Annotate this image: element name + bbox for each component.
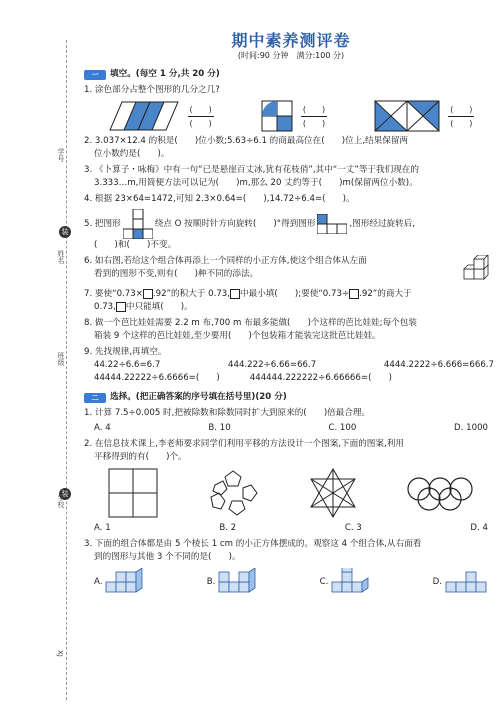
section-title: 选择。(把正确答案的序号填在括号里)(20 分) bbox=[110, 392, 287, 402]
pentagon-ring-pattern-icon bbox=[205, 467, 261, 519]
cube-assembly-icon bbox=[330, 568, 374, 596]
exam-info: (时间:90 分钟 满分:100 分) bbox=[237, 51, 345, 60]
question-text: 2. 在信息技术课上,李老师要求同学们利用平移的方法设计一个图案,下面的图案,利用 bbox=[84, 439, 404, 449]
option-d[interactable]: D. bbox=[433, 568, 488, 596]
option-d[interactable]: D. 4 bbox=[470, 523, 488, 533]
question-1-8 bbox=[84, 317, 498, 343]
rectangle-triangles-shape-icon bbox=[374, 100, 440, 132]
margin-label-school: 学校 bbox=[57, 494, 65, 508]
question-2-3 bbox=[84, 538, 498, 596]
question-text: 2. 3.037×12.4 的积是( )位小数;5.63÷6.1 的商最高位在( )位上,结果保留两 bbox=[84, 136, 409, 146]
exam-content bbox=[84, 31, 498, 596]
pattern-item: 444.222÷6.66=66.7 bbox=[228, 360, 317, 370]
question-1-5 bbox=[84, 209, 498, 252]
question-1-9 bbox=[84, 346, 498, 385]
section-title: 填空。(每空 1 分,共 20 分) bbox=[110, 69, 220, 79]
question-text: 7. 要使“0.73× bbox=[84, 289, 143, 299]
rotated-figure-icon bbox=[317, 214, 347, 234]
figure-square-quarter bbox=[261, 100, 327, 132]
question-text: ,图形经过旋转后, bbox=[349, 218, 416, 229]
question-1-6 bbox=[84, 255, 498, 285]
figure-parallelogram bbox=[108, 100, 214, 132]
figure-rectangle-triangles bbox=[374, 100, 474, 132]
option-b[interactable]: B. 10 bbox=[208, 423, 231, 433]
question-text: 9. 先找规律,再填空。 bbox=[84, 347, 167, 357]
cube-assembly-icon bbox=[217, 568, 261, 596]
option-a[interactable]: A. bbox=[94, 568, 148, 596]
pattern-item: 44444.22222÷6.6666=( ) bbox=[94, 373, 220, 383]
question-text: 箱装 9 个这样的芭比娃娃,至少要用( )个包装箱才能装完这批芭比娃娃。 bbox=[94, 331, 381, 341]
question-text: 0.73, bbox=[94, 302, 116, 312]
answer-fraction-blank[interactable]: $\frac{( )}{( )}$ bbox=[189, 104, 212, 128]
question-text: 5. 把图形 bbox=[84, 218, 121, 229]
question-text: 到的图形与其他 3 个不同的是( )。 bbox=[94, 552, 241, 562]
question-text: ( )和( )不变。 bbox=[94, 240, 177, 250]
question-text: 中最小填( );要使“0.73÷ bbox=[240, 289, 350, 299]
parallelogram-shape-icon bbox=[108, 100, 180, 132]
star-of-david-pattern-icon bbox=[307, 467, 359, 519]
digit-box[interactable] bbox=[230, 289, 240, 299]
margin-label-code: XJ bbox=[56, 650, 64, 657]
question-2-2 bbox=[84, 438, 498, 535]
pattern-item: 444444.222222÷6.66666=( ) bbox=[249, 373, 392, 383]
question-text: 平移得到的有( )个。 bbox=[94, 452, 187, 462]
binding-margin bbox=[0, 0, 78, 714]
question-text: .92”的商大于 bbox=[359, 289, 412, 299]
option-b[interactable]: B. bbox=[207, 568, 262, 596]
margin-label-class: 班级 bbox=[57, 352, 65, 366]
binding-hole: 装 bbox=[59, 488, 71, 500]
option-a[interactable]: A. 1 bbox=[94, 523, 111, 533]
question-1-3 bbox=[84, 164, 498, 190]
question-text: 中只能填( )。 bbox=[125, 302, 193, 312]
olympic-rings-pattern-icon bbox=[405, 467, 475, 519]
margin-label-student-id: 学号 bbox=[57, 148, 65, 162]
question-1-2 bbox=[84, 135, 498, 161]
square-grid-shape-icon bbox=[261, 100, 293, 132]
question-text: 看到的图形不变,则有( )种不同的添法。 bbox=[94, 269, 259, 279]
option-d[interactable]: D. 1000 bbox=[454, 423, 488, 433]
answer-fraction-blank[interactable]: $\frac{( )}{( )}$ bbox=[302, 104, 326, 128]
margin-label-name: 姓名 bbox=[57, 250, 65, 264]
question-2-1 bbox=[84, 407, 498, 435]
question-text: 6. 如右图,若给这个组合体再添上一个同样的小正方体,使这个组合体从左面 bbox=[84, 256, 367, 266]
pattern-item: 44.22÷6.6=6.7 bbox=[94, 360, 161, 370]
question-text: 1. 涂色部分占整个图形的几分之几? bbox=[84, 85, 220, 95]
question-text: 绕点 O 按顺时针方向旋转( )°得到图形 bbox=[154, 218, 316, 229]
cut-line bbox=[66, 40, 67, 700]
option-b[interactable]: B. 2 bbox=[219, 523, 237, 533]
question-text: 3.333…m,用简便方法可以记为( )m,那么 20 丈约等于( )m(保留两位小数)。 bbox=[94, 178, 418, 188]
section-number-icon: 二 bbox=[84, 393, 106, 403]
question-1-1 bbox=[84, 84, 498, 132]
question-text: 3. 下面的组合体都是由 5 个棱长 1 cm 的小正方体摆成的。观察这 4 个组合体,从右面看 bbox=[84, 539, 422, 549]
t-shape-figure-icon bbox=[123, 209, 153, 239]
binding-hole: 装 bbox=[59, 226, 71, 238]
option-c[interactable]: C. bbox=[320, 568, 375, 596]
question-1-4: 4. 根据 23×64=1472,可知 2.3×0.64=( ),14.72÷6.4=( )。 bbox=[84, 194, 355, 204]
section-number-icon: 一 bbox=[84, 70, 106, 80]
digit-box[interactable] bbox=[116, 302, 126, 312]
question-text: 1. 计算 7.5÷0.005 时,把被除数和除数同时扩大到原来的( )倍最合理。 bbox=[84, 408, 371, 418]
cube-assembly-icon bbox=[444, 568, 488, 596]
pattern-item: 4444.2222÷6.666=666.7 bbox=[383, 360, 494, 370]
question-text: 位小数约是( )。 bbox=[94, 149, 170, 159]
cube-assembly-icon bbox=[104, 568, 148, 596]
fraction-figures bbox=[84, 100, 498, 132]
question-text: .92”的积大于 0.73, bbox=[152, 289, 230, 299]
section-fill-blank bbox=[84, 68, 498, 81]
square-grid-pattern-icon bbox=[107, 467, 159, 519]
answer-fraction-blank[interactable]: $\frac{( )}{( )}$ bbox=[450, 104, 473, 128]
option-c[interactable]: C. 100 bbox=[328, 423, 357, 433]
digit-box[interactable] bbox=[349, 289, 359, 299]
section-multiple-choice bbox=[84, 391, 498, 404]
option-c[interactable]: C. 3 bbox=[344, 523, 362, 533]
cube-stack-figure-icon bbox=[462, 255, 498, 285]
question-text: 3. 《卜算子・咏梅》中有一句“已是悬崖百丈冰,犹有花枝俏”,其中“一丈”等于我们现在的 bbox=[84, 165, 419, 175]
question-1-7 bbox=[84, 288, 498, 314]
page-title: 期中素养测评卷 bbox=[231, 31, 351, 50]
pattern-figures bbox=[84, 467, 498, 519]
question-text: 8. 做一个芭比娃娃需要 2.2 m 布,700 m 布最多能做( )个这样的芭比娃娃;每个包装 bbox=[84, 318, 417, 328]
digit-box[interactable] bbox=[143, 289, 153, 299]
option-a[interactable]: A. 4 bbox=[94, 423, 111, 433]
